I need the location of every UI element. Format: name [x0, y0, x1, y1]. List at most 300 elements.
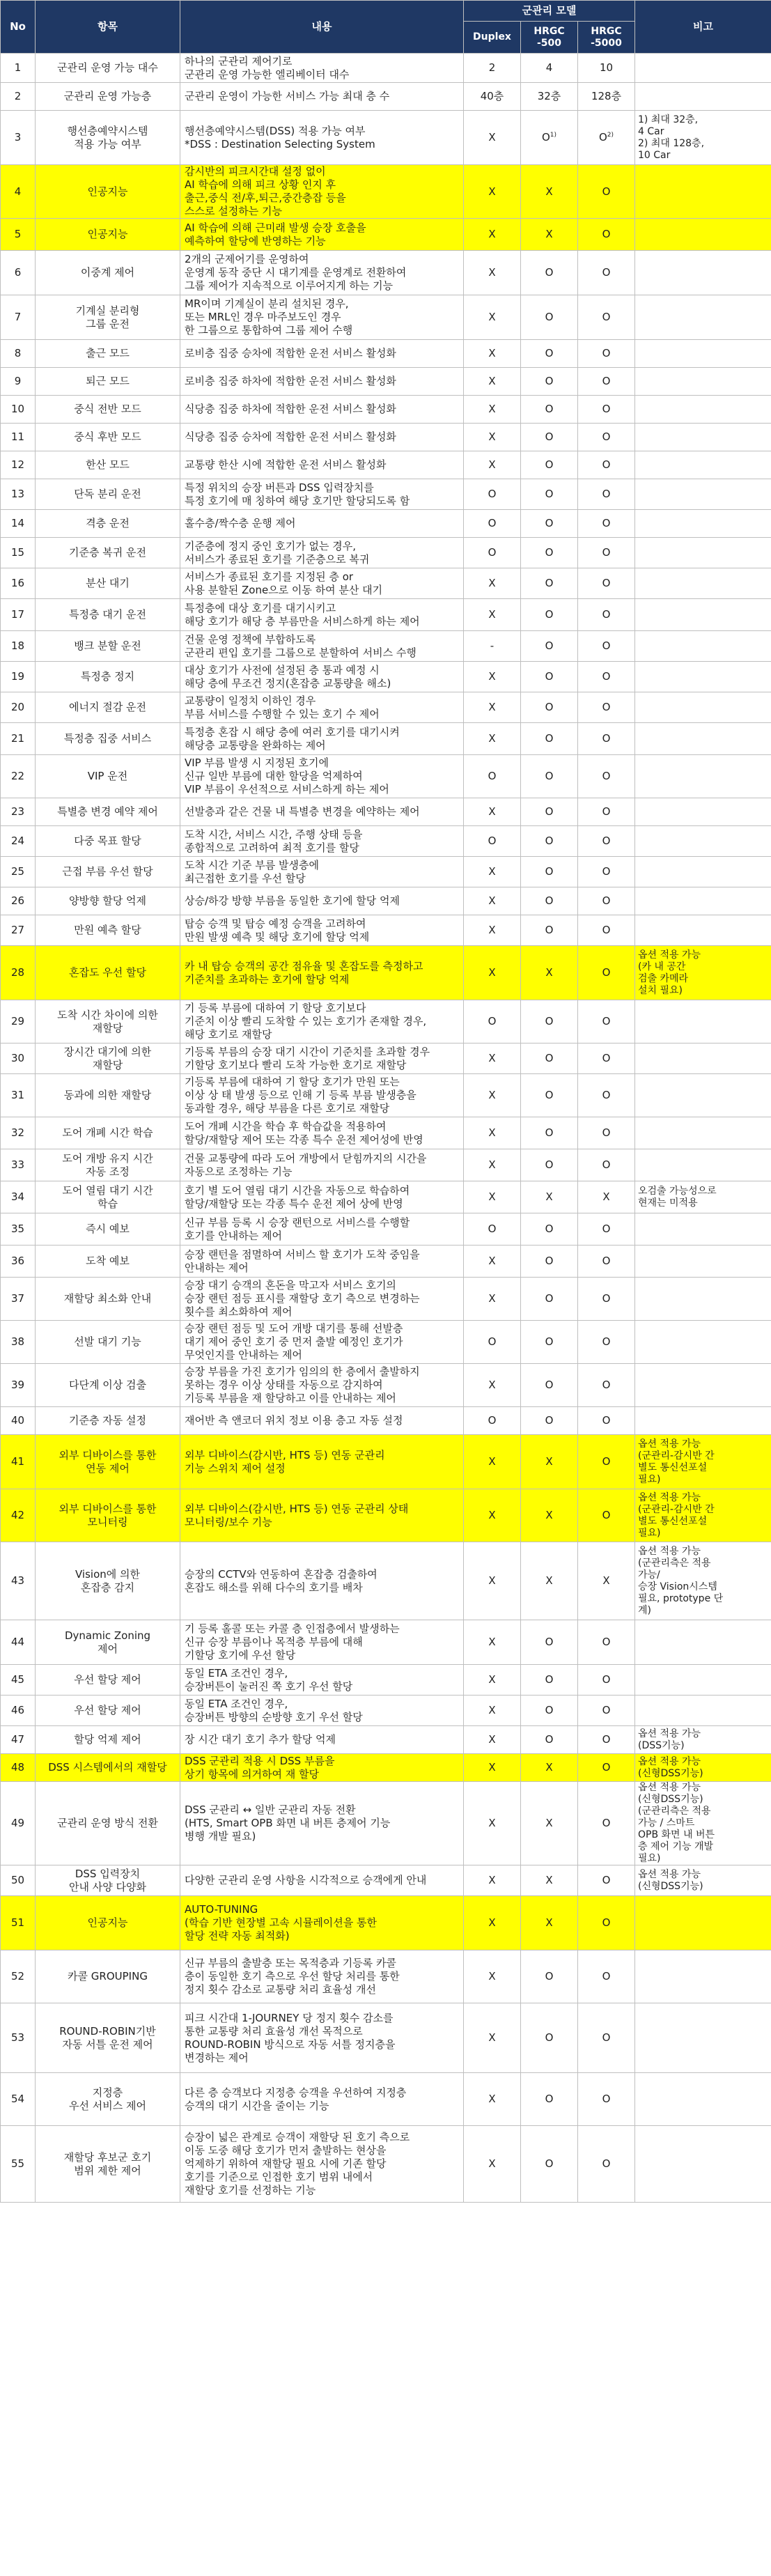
row-item-name: 중식 후반 모드 — [36, 424, 180, 451]
row-no: 12 — [1, 451, 36, 479]
row-hrgc-5000-support — [578, 692, 635, 723]
table-row — [1, 1542, 771, 1620]
row-note — [635, 219, 771, 251]
table-body — [1, 54, 771, 2203]
row-item-name: 기계실 분리형 그룹 운전 — [36, 295, 180, 340]
table-row — [1, 295, 771, 340]
row-duplex-support: X — [464, 1364, 521, 1407]
support-mark: X — [545, 1761, 553, 1774]
row-no: 36 — [1, 1246, 36, 1278]
row-hrgc-500-support — [521, 1043, 578, 1074]
row-duplex-support: X — [464, 798, 521, 826]
row-description: 기 등록 부름에 대하여 기 할당 호기보다 기준치 이상 빨리 도착할 수 있는 호기가 존재할 경우, 해당 호기로 재할당 — [180, 1000, 464, 1043]
row-item-name: VIP 운전 — [36, 755, 180, 798]
row-hrgc-500-support — [521, 1896, 578, 1950]
row-note — [635, 368, 771, 396]
row-duplex-support: X — [464, 568, 521, 599]
support-mark: O — [545, 1052, 554, 1064]
row-no: 9 — [1, 368, 36, 396]
row-item-name: 양방향 할당 억제 — [36, 887, 180, 915]
row-description: 기 등록 홀콜 또는 카콜 층 인접층에서 발생하는 신규 승장 부름이나 목적층 부름에 대해 기할당 호기에 우선 할당 — [180, 1620, 464, 1665]
row-hrgc-5000-support — [578, 1782, 635, 1865]
row-note — [635, 1620, 771, 1665]
row-hrgc-500-support — [521, 1278, 578, 1321]
row-note — [635, 2003, 771, 2073]
row-duplex-support: X — [464, 1896, 521, 1950]
table-row — [1, 1213, 771, 1246]
row-hrgc-5000-support — [578, 510, 635, 538]
row-duplex-support: X — [464, 165, 521, 219]
support-mark: O — [545, 1126, 554, 1139]
row-hrgc-5000-support — [578, 1213, 635, 1246]
table-row — [1, 510, 771, 538]
row-hrgc-5000-support — [578, 1000, 635, 1043]
row-hrgc-5000-support — [578, 368, 635, 396]
row-hrgc-500-support — [521, 295, 578, 340]
header-model-hrgc-500: HRGC -500 — [521, 22, 578, 54]
row-hrgc-5000-support — [578, 340, 635, 368]
row-note — [635, 1665, 771, 1696]
support-mark: O — [545, 2157, 554, 2170]
row-item-name: 도어 열림 대기 시간 학습 — [36, 1181, 180, 1213]
support-mark: O — [602, 732, 611, 745]
row-duplex-support: O — [464, 1000, 521, 1043]
row-note — [635, 1321, 771, 1364]
row-note — [635, 1896, 771, 1950]
support-mark: X — [545, 1916, 553, 1929]
table-row — [1, 424, 771, 451]
row-note — [635, 396, 771, 424]
row-no: 42 — [1, 1489, 36, 1542]
row-hrgc-5000-support — [578, 1181, 635, 1213]
row-hrgc-500-support — [521, 1321, 578, 1364]
row-note: 옵션 적용 가능 (군관리측은 적용 가능/ 승장 Vision시스템 필요, prototype 단 계) — [635, 1542, 771, 1620]
row-no: 40 — [1, 1407, 36, 1435]
support-mark: O — [545, 1255, 554, 1267]
row-description: 승장 랜턴 점등 및 도어 개방 대기를 통해 선발층 대기 제어 중인 호기 중 먼저 출발 예정인 호기가 무엇인지를 안내하는 제어 — [180, 1321, 464, 1364]
row-item-name: Vision에 의한 혼잡층 감지 — [36, 1542, 180, 1620]
support-mark: O — [602, 2093, 611, 2105]
row-item-name: 동과에 의한 재할당 — [36, 1074, 180, 1117]
row-item-name: 인공지능 — [36, 1896, 180, 1950]
row-hrgc-5000-support — [578, 1696, 635, 1726]
support-mark: O — [541, 131, 550, 143]
row-hrgc-5000-support — [578, 723, 635, 755]
row-note — [635, 915, 771, 946]
row-duplex-support: X — [464, 1782, 521, 1865]
row-description: DSS 군관리 적용 시 DSS 부름을 상기 항목에 의거하여 재 할당 — [180, 1754, 464, 1782]
row-hrgc-5000-support — [578, 2126, 635, 2203]
row-description: 건물 운영 정책에 부합하도록 군관리 편입 호기를 그룹으로 분할하여 서비스 수행 — [180, 631, 464, 662]
row-item-name: 카콜 GROUPING — [36, 1950, 180, 2003]
row-description: 외부 디바이스(감시반, HTS 등) 연동 군관리 상태 모니터링/보수 기능 — [180, 1489, 464, 1542]
row-duplex-support: X — [464, 946, 521, 1000]
row-hrgc-5000-support — [578, 946, 635, 1000]
row-no: 45 — [1, 1665, 36, 1696]
row-note — [635, 538, 771, 568]
support-mark: O — [602, 924, 611, 936]
row-item-name: 출근 모드 — [36, 340, 180, 368]
row-description: 특정층 혼잡 시 해당 층에 여러 호기를 대기시켜 해당층 교통량을 완화하는 제어 — [180, 723, 464, 755]
row-description: 승장의 CCTV와 연동하여 혼잡층 검출하여 혼잡도 해소를 위해 다수의 호기를 배차 — [180, 1542, 464, 1620]
table-row — [1, 451, 771, 479]
support-mark: O — [545, 1414, 554, 1427]
support-mark: O — [545, 732, 554, 745]
row-hrgc-5000-support — [578, 1620, 635, 1665]
support-mark: O — [545, 1089, 554, 1101]
row-hrgc-5000-support — [578, 1542, 635, 1620]
support-mark: O — [545, 1223, 554, 1235]
row-note — [635, 798, 771, 826]
row-no: 48 — [1, 1754, 36, 1782]
support-mark: O — [545, 608, 554, 621]
row-hrgc-5000-support — [578, 1489, 635, 1542]
row-hrgc-500-support — [521, 510, 578, 538]
row-no: 14 — [1, 510, 36, 538]
row-duplex-support: X — [464, 1246, 521, 1278]
row-hrgc-500-support — [521, 1117, 578, 1149]
row-hrgc-5000-support — [578, 1407, 635, 1435]
row-no: 23 — [1, 798, 36, 826]
row-note — [635, 1043, 771, 1074]
row-duplex-support: X — [464, 424, 521, 451]
row-no: 55 — [1, 2126, 36, 2203]
row-no: 30 — [1, 1043, 36, 1074]
row-item-name: 특정층 정지 — [36, 662, 180, 692]
row-note — [635, 662, 771, 692]
row-hrgc-500-support — [521, 826, 578, 857]
support-mark: O — [602, 1126, 611, 1139]
row-duplex-support: O — [464, 755, 521, 798]
row-duplex-support: X — [464, 1278, 521, 1321]
row-hrgc-500-support — [521, 1696, 578, 1726]
support-mark: O — [602, 2031, 611, 2044]
support-mark: O — [545, 311, 554, 323]
row-item-name: 다중 목표 할당 — [36, 826, 180, 857]
row-description: 기준층에 정지 중인 호기가 없는 경우, 서비스가 종료된 호기를 기준층으로 복귀 — [180, 538, 464, 568]
row-no: 34 — [1, 1181, 36, 1213]
row-duplex-support: X — [464, 1435, 521, 1489]
support-mark: X — [545, 1190, 553, 1203]
row-description: 승장 부름을 가진 호기가 임의의 한 층에서 출발하지 못하는 경우 이상 상태를 자동으로 감지하여 기등록 부름을 재 할당하고 이를 안내하는 제어 — [180, 1364, 464, 1407]
support-mark: O — [602, 577, 611, 589]
row-item-name: 군관리 운영 가능층 — [36, 83, 180, 111]
support-mark: O — [598, 131, 607, 143]
row-description: 도어 개폐 시간을 학습 후 학습값을 적용하여 할당/재할당 제어 또는 각종 특수 운전 제어성에 반영 — [180, 1117, 464, 1149]
row-hrgc-500-support — [521, 946, 578, 1000]
row-item-name: 뱅크 분할 운전 — [36, 631, 180, 662]
row-hrgc-5000-support — [578, 1364, 635, 1407]
row-duplex-support: O — [464, 1321, 521, 1364]
support-mark: O — [602, 185, 611, 198]
row-hrgc-500-support — [521, 538, 578, 568]
support-mark: O — [602, 701, 611, 713]
support-mark: O — [602, 517, 611, 529]
table-row — [1, 2126, 771, 2203]
support-mark: O — [602, 347, 611, 359]
row-description: 재어반 측 앤코더 위치 정보 이용 층고 자동 설정 — [180, 1407, 464, 1435]
row-description: 탑승 승객 및 탑승 예정 승객을 고려하여 만원 발생 예측 및 해당 호기에 할당 억제 — [180, 915, 464, 946]
row-hrgc-5000-support — [578, 54, 635, 83]
row-note — [635, 83, 771, 111]
table-row — [1, 1696, 771, 1726]
row-item-name: 도착 예보 — [36, 1246, 180, 1278]
row-item-name: 우선 할당 제어 — [36, 1665, 180, 1696]
row-note — [635, 1213, 771, 1246]
row-duplex-support: X — [464, 295, 521, 340]
row-item-name: 인공지능 — [36, 219, 180, 251]
row-hrgc-5000-support — [578, 1865, 635, 1896]
row-hrgc-500-support — [521, 915, 578, 946]
row-note: 옵션 적용 가능 (군관리-감시반 간 별도 통신선포설 필요) — [635, 1489, 771, 1542]
row-description: AUTO-TUNING (학습 기반 현장별 고속 시뮬레이션을 통한 할당 전략 자동 최적화) — [180, 1896, 464, 1950]
row-hrgc-5000-support — [578, 451, 635, 479]
support-mark: O — [545, 1704, 554, 1716]
row-hrgc-500-support — [521, 887, 578, 915]
support-mark: O — [545, 1015, 554, 1027]
support-mark: X — [545, 1874, 553, 1886]
support-mark: O — [602, 488, 611, 500]
support-mark: O — [602, 375, 611, 387]
table-row — [1, 692, 771, 723]
row-note — [635, 599, 771, 631]
row-hrgc-500-support — [521, 1074, 578, 1117]
row-no: 10 — [1, 396, 36, 424]
row-item-name: 우선 할당 제어 — [36, 1696, 180, 1726]
row-hrgc-5000-support — [578, 568, 635, 599]
support-mark: O — [602, 430, 611, 443]
row-no: 27 — [1, 915, 36, 946]
support-mark: O — [545, 430, 554, 443]
row-description: DSS 군관리 ↔ 일반 군관리 자동 전환 (HTS, Smart OPB 화면 내 버튼 층제어 기능 병행 개발 필요) — [180, 1782, 464, 1865]
row-duplex-support: O — [464, 1407, 521, 1435]
row-note: 옵션 적용 가능 (군관리-감시반 간 별도 통신선포설 필요) — [635, 1435, 771, 1489]
row-item-name: 퇴근 모드 — [36, 368, 180, 396]
row-no: 53 — [1, 2003, 36, 2073]
table-row — [1, 1364, 771, 1407]
table-row — [1, 1074, 771, 1117]
row-note: 옵션 적용 가능 (DSS기능) — [635, 1726, 771, 1754]
row-description: 호기 별 도어 열림 대기 시간을 자동으로 학습하여 할당/재할당 또는 각종 특수 운전 제어 상에 반영 — [180, 1181, 464, 1213]
support-mark: X — [602, 1574, 610, 1587]
row-description: 도착 시간, 서비스 시간, 주행 상태 등을 종합적으로 고려하여 최적 호기를 할당 — [180, 826, 464, 857]
support-mark: O — [602, 1414, 611, 1427]
header-item: 항목 — [36, 1, 180, 54]
row-hrgc-500-support — [521, 1542, 578, 1620]
row-item-name: 근접 부름 우선 할당 — [36, 857, 180, 887]
row-hrgc-5000-support — [578, 424, 635, 451]
table-row — [1, 1665, 771, 1696]
support-mark: O — [602, 770, 611, 782]
row-description: 대상 호기가 사전에 설정된 층 통과 예정 시 해당 층에 무조건 정지(혼잡층 교통량을 해소) — [180, 662, 464, 692]
row-note — [635, 1278, 771, 1321]
row-description: 2개의 군제어기를 운영하여 운영계 동작 중단 시 대기계를 운영계로 전환하여 그룹 제어가 지속적으로 이루어지게 하는 기능 — [180, 251, 464, 295]
support-mark: O — [602, 966, 611, 979]
row-hrgc-500-support — [521, 111, 578, 165]
row-item-name: 격층 운전 — [36, 510, 180, 538]
row-item-name: 즉시 예보 — [36, 1213, 180, 1246]
row-hrgc-500-support — [521, 1665, 578, 1696]
row-item-name: 재할당 후보군 호기 범위 제한 제어 — [36, 2126, 180, 2203]
row-no: 6 — [1, 251, 36, 295]
row-no: 43 — [1, 1542, 36, 1620]
table-row — [1, 479, 771, 510]
row-hrgc-5000-support — [578, 1246, 635, 1278]
row-duplex-support: X — [464, 857, 521, 887]
row-description: 교통량이 일정치 이하인 경우 부름 서비스를 수행할 수 있는 호기 수 제어 — [180, 692, 464, 723]
row-item-name: 도어 개방 유지 시간 자동 조정 — [36, 1149, 180, 1181]
row-note — [635, 857, 771, 887]
table-row — [1, 165, 771, 219]
header-group-model: 군관리 모델 — [464, 1, 635, 22]
row-description: 건물 교통량에 따라 도어 개방에서 닫힘까지의 시간을 자동으로 조정하는 기능 — [180, 1149, 464, 1181]
row-note — [635, 54, 771, 83]
row-item-name: 기준층 복귀 운전 — [36, 538, 180, 568]
row-description: 동일 ETA 조건인 경우, 승장버튼이 눌러진 쪽 호기 우선 할당 — [180, 1665, 464, 1696]
support-mark: O — [602, 1636, 611, 1648]
support-mark: O — [602, 1255, 611, 1267]
table-row — [1, 1149, 771, 1181]
support-mark: O — [545, 1292, 554, 1305]
row-hrgc-5000-support — [578, 1950, 635, 2003]
row-hrgc-500-support — [521, 631, 578, 662]
row-description: 식당층 집중 승차에 적합한 운전 서비스 활성화 — [180, 424, 464, 451]
row-duplex-support: X — [464, 662, 521, 692]
support-mark: O — [602, 2157, 611, 2170]
row-hrgc-5000-support — [578, 111, 635, 165]
support-mark: O — [545, 894, 554, 907]
row-no: 15 — [1, 538, 36, 568]
row-no: 26 — [1, 887, 36, 915]
row-note — [635, 295, 771, 340]
row-no: 29 — [1, 1000, 36, 1043]
support-mark: O — [602, 894, 611, 907]
row-description: 상승/하강 방향 부름을 동일한 호기에 할당 억제 — [180, 887, 464, 915]
row-hrgc-500-support — [521, 1435, 578, 1489]
row-note — [635, 165, 771, 219]
row-no: 4 — [1, 165, 36, 219]
support-mark: O — [545, 577, 554, 589]
row-hrgc-500-support — [521, 451, 578, 479]
row-hrgc-500-support — [521, 396, 578, 424]
row-duplex-support: X — [464, 1542, 521, 1620]
row-hrgc-5000-support — [578, 1754, 635, 1782]
row-hrgc-5000-support — [578, 826, 635, 857]
table-row — [1, 568, 771, 599]
row-hrgc-500-support — [521, 1726, 578, 1754]
row-no: 7 — [1, 295, 36, 340]
row-duplex-support: X — [464, 1149, 521, 1181]
row-description: 승장이 넓은 관계로 승객이 재할당 된 호기 측으로 이동 도중 해당 호기가 먼저 출발하는 현상을 억제하기 위하여 재할당 필요 시에 기존 할당 호기를 기준으로 인접한 호기 범위 내에서 재할당 호기를 선정하는 기능 — [180, 2126, 464, 2203]
support-mark: O — [545, 1379, 554, 1391]
row-no: 35 — [1, 1213, 36, 1246]
row-description: 장 시간 대기 호기 추가 할당 억제 — [180, 1726, 464, 1754]
row-item-name: 기준층 자동 설정 — [36, 1407, 180, 1435]
support-mark: O — [602, 608, 611, 621]
row-hrgc-500-support — [521, 599, 578, 631]
support-mark: O — [545, 770, 554, 782]
row-hrgc-500-support — [521, 368, 578, 396]
row-item-name: 이중계 제어 — [36, 251, 180, 295]
row-duplex-support: X — [464, 1726, 521, 1754]
row-no: 37 — [1, 1278, 36, 1321]
support-mark: O — [545, 266, 554, 279]
table-row — [1, 368, 771, 396]
table-row — [1, 1278, 771, 1321]
row-description: 다양한 군관리 운영 사항을 시각적으로 승객에게 안내 — [180, 1865, 464, 1896]
row-description: MR이며 기계실이 분리 설치된 경우, 또는 MRL인 경우 마주보도인 경우 한 그룹으로 통합하여 그룹 제어 수행 — [180, 295, 464, 340]
row-note — [635, 1950, 771, 2003]
row-hrgc-500-support — [521, 1407, 578, 1435]
row-note — [635, 424, 771, 451]
support-mark: O — [602, 1158, 611, 1171]
table-row — [1, 1620, 771, 1665]
support-mark: O — [545, 1158, 554, 1171]
support-mark: O — [602, 228, 611, 240]
footnote-mark: 1) — [550, 132, 557, 139]
row-hrgc-5000-support — [578, 1435, 635, 1489]
support-mark: O — [602, 1874, 611, 1886]
support-mark: O — [602, 1509, 611, 1521]
row-hrgc-500-support — [521, 219, 578, 251]
support-mark: O — [545, 865, 554, 878]
row-item-name: 장시간 대기에 의한 재할당 — [36, 1043, 180, 1074]
row-note — [635, 826, 771, 857]
support-mark: O — [602, 670, 611, 683]
row-hrgc-5000-support — [578, 857, 635, 887]
row-item-name: 외부 디바이스를 통한 모니터링 — [36, 1489, 180, 1542]
row-item-name: 행선층예약시스템 적용 가능 여부 — [36, 111, 180, 165]
row-duplex-support: X — [464, 1117, 521, 1149]
row-description: 도착 시간 기준 부름 발생층에 최근접한 호기를 우선 할당 — [180, 857, 464, 887]
table-row — [1, 1950, 771, 2003]
row-hrgc-500-support — [521, 2003, 578, 2073]
row-hrgc-5000-support — [578, 295, 635, 340]
support-mark: O — [602, 805, 611, 818]
row-duplex-support: X — [464, 692, 521, 723]
table-row — [1, 1407, 771, 1435]
row-item-name: 도착 시간 차이에 의한 재할당 — [36, 1000, 180, 1043]
table-row — [1, 1246, 771, 1278]
row-hrgc-5000-support — [578, 396, 635, 424]
support-mark: O — [545, 403, 554, 415]
row-duplex-support: X — [464, 1754, 521, 1782]
row-description: 카 내 탑승 승객의 공간 점유율 및 혼잡도를 측정하고 기준치를 초과하는 호기에 할당 억제 — [180, 946, 464, 1000]
support-mark: O — [545, 1970, 554, 1983]
row-item-name: 재할당 최소화 안내 — [36, 1278, 180, 1321]
row-hrgc-500-support — [521, 1620, 578, 1665]
row-duplex-support: 40층 — [464, 83, 521, 111]
table-row — [1, 798, 771, 826]
row-item-name: 분산 대기 — [36, 568, 180, 599]
table-row — [1, 1489, 771, 1542]
row-duplex-support: X — [464, 1665, 521, 1696]
row-duplex-support: X — [464, 1950, 521, 2003]
support-mark: O — [602, 1970, 611, 1983]
row-hrgc-500-support — [521, 83, 578, 111]
row-duplex-support: X — [464, 111, 521, 165]
row-no: 52 — [1, 1950, 36, 2003]
row-hrgc-500-support — [521, 251, 578, 295]
row-hrgc-5000-support — [578, 2003, 635, 2073]
row-description: 군관리 운영이 가능한 서비스 가능 최대 층 수 — [180, 83, 464, 111]
row-hrgc-500-support — [521, 165, 578, 219]
row-hrgc-5000-support — [578, 915, 635, 946]
row-note — [635, 1117, 771, 1149]
row-description: 로비층 집중 승차에 적합한 운전 서비스 활성화 — [180, 340, 464, 368]
support-mark: O — [602, 1335, 611, 1348]
support-mark: O — [545, 1673, 554, 1686]
